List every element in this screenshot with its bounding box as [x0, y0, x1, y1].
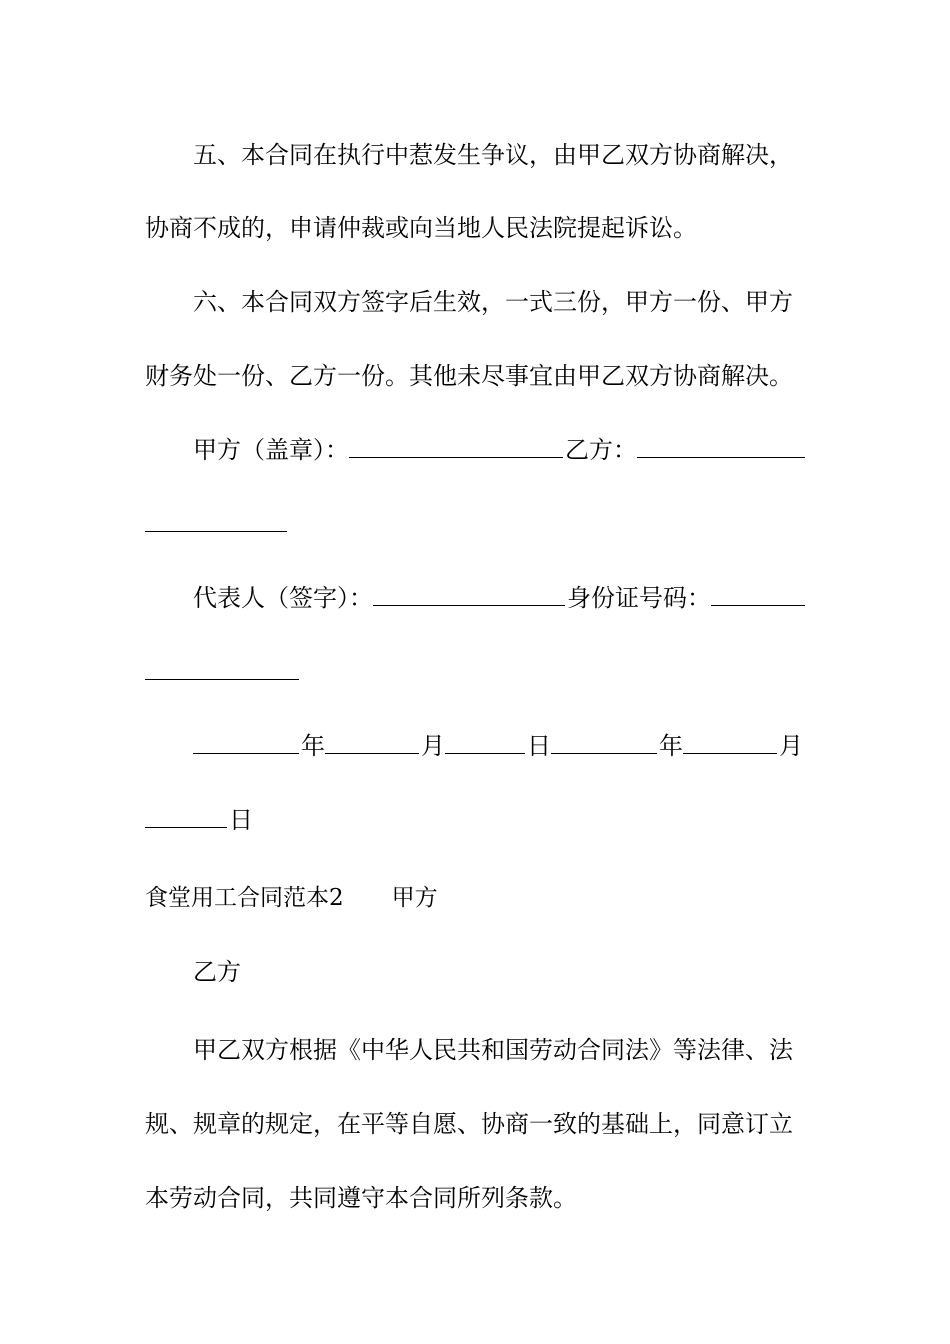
date2-day-row [145, 802, 805, 838]
date1-year-label: 年 [301, 732, 325, 760]
date2-month-label: 月 [779, 732, 803, 760]
date-row [193, 728, 805, 764]
date2-day-blank[interactable] [145, 805, 227, 828]
sample2-intro-line2: 规、规章的规定，在平等自愿、协商一致的基础上，同意订立 [145, 1110, 793, 1138]
party-b-label: 乙方： [565, 436, 637, 464]
clause5-line2: 协商不成的，申请仲裁或向当地人民法院提起诉讼。 [145, 214, 697, 242]
date1-year-blank[interactable] [193, 731, 299, 754]
sample2-intro-line3: 本劳动合同，共同遵守本合同所列条款。 [145, 1184, 577, 1212]
representative-blank[interactable] [373, 583, 565, 606]
date2-month-blank[interactable] [683, 731, 777, 754]
date1-day-label: 日 [527, 732, 551, 760]
date2-year-label: 年 [659, 732, 683, 760]
id-number-blank-continued[interactable] [145, 657, 299, 680]
date1-day-blank[interactable] [445, 731, 525, 754]
representative-row [193, 580, 805, 616]
party-b-blank-continued-row [145, 506, 805, 542]
sample2-party-a: 甲方 [391, 885, 438, 911]
date1-month-blank[interactable] [325, 731, 419, 754]
date2-day-label: 日 [229, 806, 253, 834]
sample2-title: 食堂用工合同范本2 [145, 885, 344, 911]
party-b-blank-continued[interactable] [145, 509, 287, 532]
id-number-label: 身份证号码： [567, 584, 711, 612]
id-number-blank-continued-row [145, 654, 805, 690]
date1-month-label: 月 [421, 732, 445, 760]
representative-label: 代表人（签字）： [193, 584, 373, 612]
party-a-blank[interactable] [349, 435, 563, 458]
clause6-line2: 财务处一份、乙方一份。其他未尽事宜由甲乙双方协商解决。 [145, 362, 793, 390]
id-number-blank[interactable] [711, 583, 805, 606]
party-a-label: 甲方（盖章）： [193, 436, 349, 464]
sample2-intro-line1: 甲乙双方根据《中华人民共和国劳动合同法》等法律、法 [193, 1036, 793, 1064]
clause6-line1: 六、本合同双方签字后生效，一式三份，甲方一份、甲方 [193, 288, 793, 316]
party-b-blank[interactable] [637, 435, 805, 458]
party-signature-row [193, 432, 805, 468]
clause5-line1: 五、本合同在执行中惹发生争议，由甲乙双方协商解决， [193, 141, 793, 169]
date2-year-blank[interactable] [551, 731, 657, 754]
sample2-title-row [145, 880, 805, 916]
sample2-party-b: 乙方 [193, 958, 241, 986]
